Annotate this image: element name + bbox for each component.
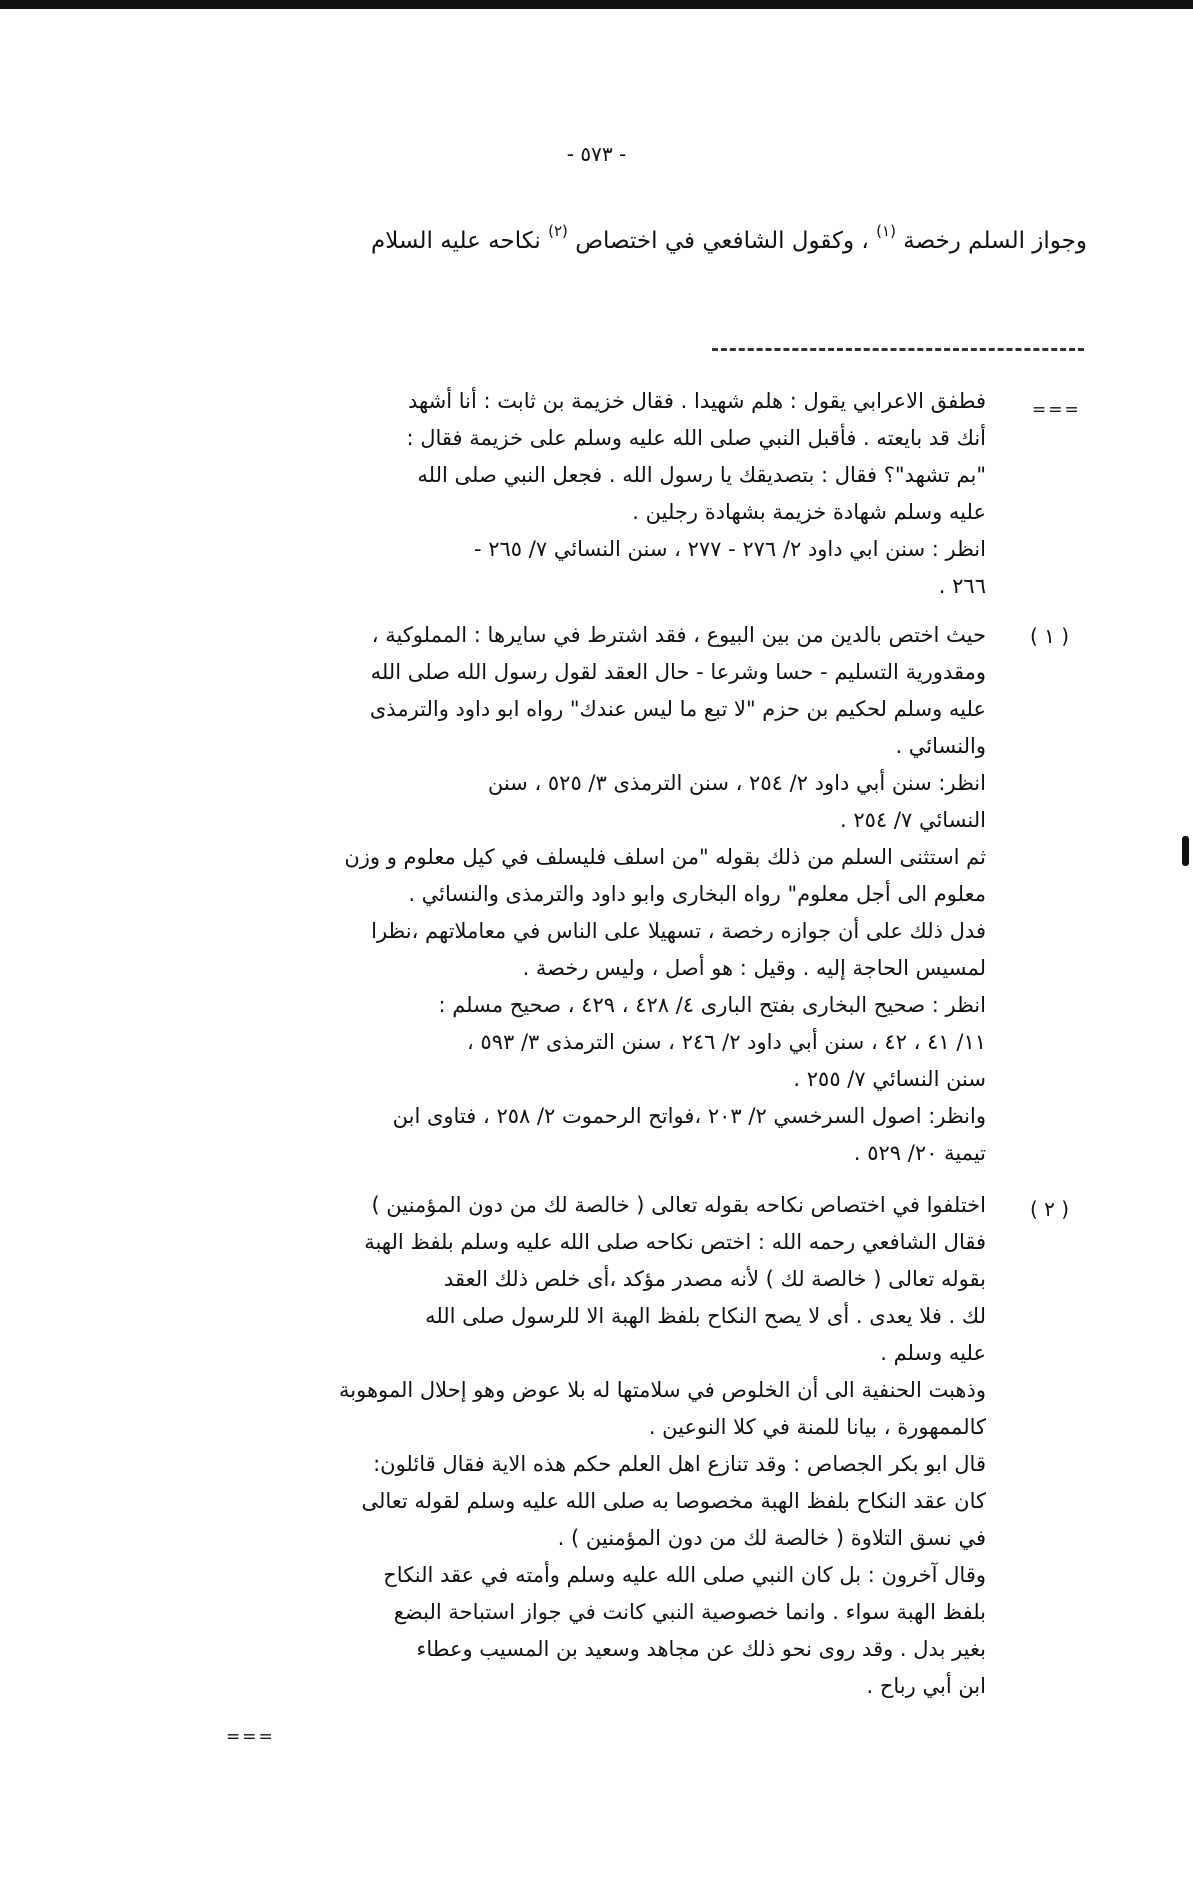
- footnote-line: لك . فلا يعدى . أى لا يصح النكاح بلفظ الهبة الا للرسول صلى الله: [425, 1304, 986, 1328]
- footnote-line: انظر : صحيح البخارى بفتح البارى ٤/ ٤٢٨ ، ٤٢٩ ، صحيح مسلم :: [438, 993, 986, 1017]
- footnote-2: [166, 1187, 986, 1705]
- footnote-line: قال ابو بكر الجصاص : وقد تنازع اهل العلم حكم هذه الاية فقال قائلون:: [373, 1452, 986, 1476]
- heading-text-3: نكاحه عليه السلام: [371, 228, 541, 254]
- footnote-line: انظر: سنن أبي داود ٢/ ٢٥٤ ، سنن الترمذى ٣/ ٥٢٥ ، سنن: [487, 771, 986, 795]
- footnote-line: عليه وسلم شهادة خزيمة بشهادة رجلين .: [632, 500, 986, 524]
- scan-top-border: [0, 0, 1193, 9]
- footnote-line: أنك قد بايعته . فأقبل النبي صلى الله عليه وسلم على خزيمة فقال :: [406, 426, 986, 450]
- footnote-line: "بم تشهد"؟ فقال : بتصديقك يا رسول الله . فجعل النبي صلى الله: [417, 463, 986, 487]
- footnote-line: تيمية ٢٠/ ٥٢٩ .: [853, 1141, 986, 1165]
- footnote-line: ٢٦٦ .: [938, 574, 986, 598]
- footnote-divider: [712, 348, 1084, 351]
- footnote-line: كالممهورة ، بيانا للمنة في كلا النوعين .: [648, 1415, 986, 1439]
- footnote-line: ابن أبي رباح .: [866, 1674, 986, 1698]
- footnote-line: لمسيس الحاجة إليه . وقيل : هو أصل ، وليس رخصة .: [522, 956, 986, 980]
- footnote-line: معلوم الى أجل معلوم" رواه البخارى وابو داود والترمذى والنسائي .: [408, 882, 986, 906]
- footnote-line: انظر : سنن ابي داود ٢/ ٢٧٦ - ٢٧٧ ، سنن النسائي ٧/ ٢٦٥ -: [473, 537, 986, 561]
- footnote-line: وقال آخرون : بل كان النبي صلى الله عليه وسلم وأمته في عقد النكاح: [383, 1563, 986, 1587]
- footnote-line: ومقدورية التسليم - حسا وشرعا - حال العقد لقول رسول الله صلى الله: [370, 660, 986, 684]
- footnote-ref-2: (٢): [548, 222, 568, 240]
- footnote-line: عليه وسلم لحكيم بن حزم "لا تبع ما ليس عندك" رواه ابو داود والترمذى: [369, 697, 986, 721]
- page-number: - ٥٧٣ -: [566, 142, 627, 166]
- footnote-line: سنن النسائي ٧/ ٢٥٥ .: [793, 1067, 986, 1091]
- footnote-line: فقال الشافعي رحمه الله : اختص نكاحه صلى الله عليه وسلم بلفظ الهبة: [364, 1230, 986, 1254]
- footnote-line: النسائي ٧/ ٢٥٤ .: [840, 808, 986, 832]
- footnote-line: فدل ذلك على أن جوازه رخصة ، تسهيلا على الناس في معاملاتهم ،نظرا: [371, 919, 986, 943]
- footnote-line: عليه وسلم .: [880, 1341, 986, 1365]
- footnote-line: وذهبت الحنفية الى أن الخلوص في سلامتها له بلا عوض وهو إحلال الموهوبة: [339, 1378, 986, 1402]
- footnote-line: بلفظ الهبة سواء . وانما خصوصية النبي كانت في جواز استباحة البضع: [393, 1600, 986, 1624]
- footnote-line: ١١/ ٤١ ، ٤٢ ، سنن أبي داود ٢/ ٢٤٦ ، سنن الترمذى ٣/ ٥٩٣ ،: [466, 1030, 986, 1054]
- footnote-number-2: ( ٢ ): [1030, 1197, 1070, 1221]
- footnote-line: وانظر: اصول السرخسي ٢/ ٢٠٣ ،فواتح الرحموت ٢/ ٢٥٨ ، فتاوى ابن: [392, 1104, 986, 1128]
- footnote-line: فطفق الاعرابي يقول : هلم شهيدا . فقال خزيمة بن ثابت : أنا أشهد: [407, 389, 986, 413]
- end-marker: ===: [226, 1727, 275, 1747]
- scan-edge-mark: [1182, 836, 1189, 866]
- footnote-line: بغير بدل . وقد روى نحو ذلك عن مجاهد وسعيد بن المسيب وعطاء: [416, 1637, 986, 1661]
- footnote-ref-1: (١): [876, 222, 896, 240]
- heading-text-2: ، وكقول الشافعي في اختصاص: [575, 228, 869, 254]
- footnote-line: حيث اختص بالدين من بين البيوع ، فقد اشترط في سايرها : المملوكية ،: [371, 623, 986, 647]
- footnote-line: كان عقد النكاح بلفظ الهبة مخصوصا به صلى الله عليه وسلم لقوله تعالى: [361, 1489, 986, 1513]
- footnote-line: ثم استثنى السلم من ذلك بقوله "من اسلف فليسلف في كيل معلوم و وزن: [344, 845, 986, 869]
- footnote-number-1: ( ١ ): [1030, 624, 1070, 648]
- continuation-marker: ===: [1032, 400, 1081, 420]
- main-text-line: [187, 222, 1087, 254]
- footnote-line: اختلفوا في اختصاص نكاحه بقوله تعالى ( خالصة لك من دون المؤمنين ): [371, 1193, 986, 1217]
- footnote-1: [166, 617, 986, 1172]
- heading-text-1: وجواز السلم رخصة: [903, 228, 1087, 254]
- footnote-line: في نسق التلاوة ( خالصة لك من دون المؤمنين ) .: [557, 1526, 986, 1550]
- footnote-line: والنسائي .: [895, 734, 986, 758]
- continued-footnote: [166, 383, 986, 605]
- footnote-line: بقوله تعالى ( خالصة لك ) لأنه مصدر مؤكد ،أى خلص ذلك العقد: [443, 1267, 986, 1291]
